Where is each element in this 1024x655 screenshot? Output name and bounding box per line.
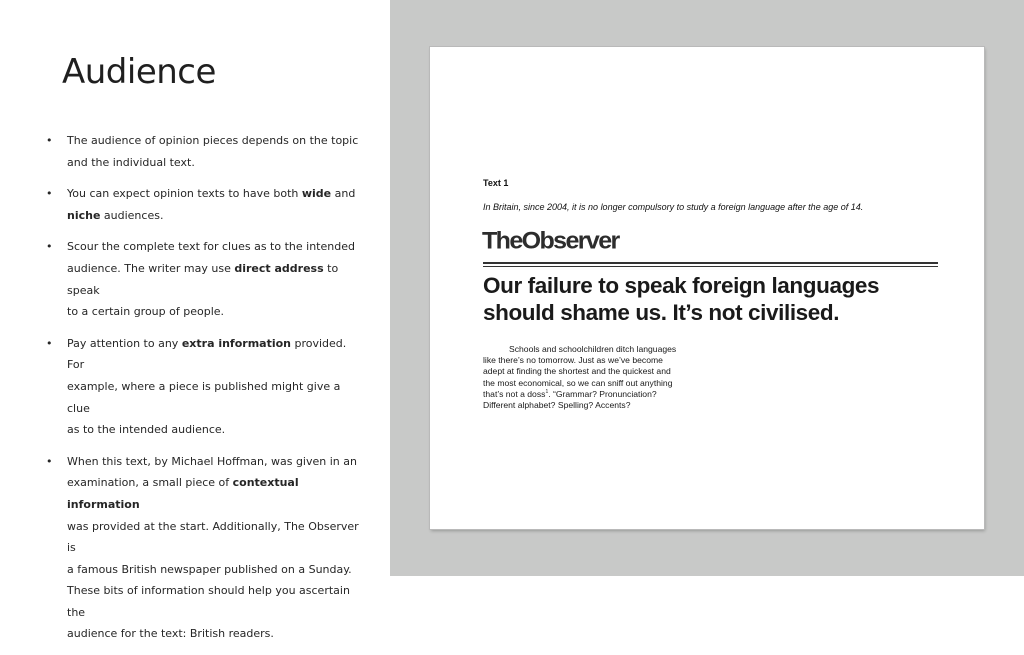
bullet-item: • When this text, by Michael Hoffman, was given in an examination, a small piece of contextual information was provided at the start. Additionally, The Observer is a famous British newspaper published on a Sunday. These bits of information should help you ascertain the audience for the text: British readers. [46, 451, 361, 645]
masthead-rule-thin [483, 266, 938, 267]
article-headline: Our failure to speak foreign languages should shame us. It’s not civilised. [483, 273, 880, 325]
emphasis: direct address [234, 261, 324, 275]
emphasis: extra information [181, 336, 291, 350]
bullet-item: • Scour the complete text for clues as to the intended audience. The writer may use direct address to speak to a certain group of people. [46, 236, 361, 322]
bullet-item: • You can expect opinion texts to have both wide and niche audiences. [46, 183, 361, 226]
article-body: Schools and schoolchildren ditch languages like there’s no tomorrow. Just as we’ve become adept at finding the shortest and the quickest and the most economical, so we can sniff out anything that’s not a doss$^1$. “Grammar? Pronunciation? Different alphabet? Spelling? Accents? [483, 344, 677, 411]
observer-masthead: TheObserver [482, 227, 619, 255]
newspaper-excerpt-image [430, 47, 984, 529]
masthead-rule [483, 262, 938, 264]
bullet-item: • Pay attention to any extra information provided. For example, where a piece is published might give a clue as to the intended audience. [46, 333, 361, 441]
context-note: In Britain, since 2004, it is no longer compulsory to study a foreign language after the age of 14. [483, 202, 864, 212]
slide-text-panel [0, 0, 390, 641]
emphasis: wide [301, 187, 332, 201]
emphasis: contextual information [67, 476, 299, 511]
slide-title: Audience [62, 52, 216, 92]
bullet-list [46, 130, 361, 655]
footnote-marker: 1 [545, 388, 549, 395]
bullet-item: • The audience of opinion pieces depends on the topic and the individual text. [46, 130, 361, 173]
emphasis: niche [67, 208, 101, 222]
text-label: Text 1 [483, 178, 509, 188]
